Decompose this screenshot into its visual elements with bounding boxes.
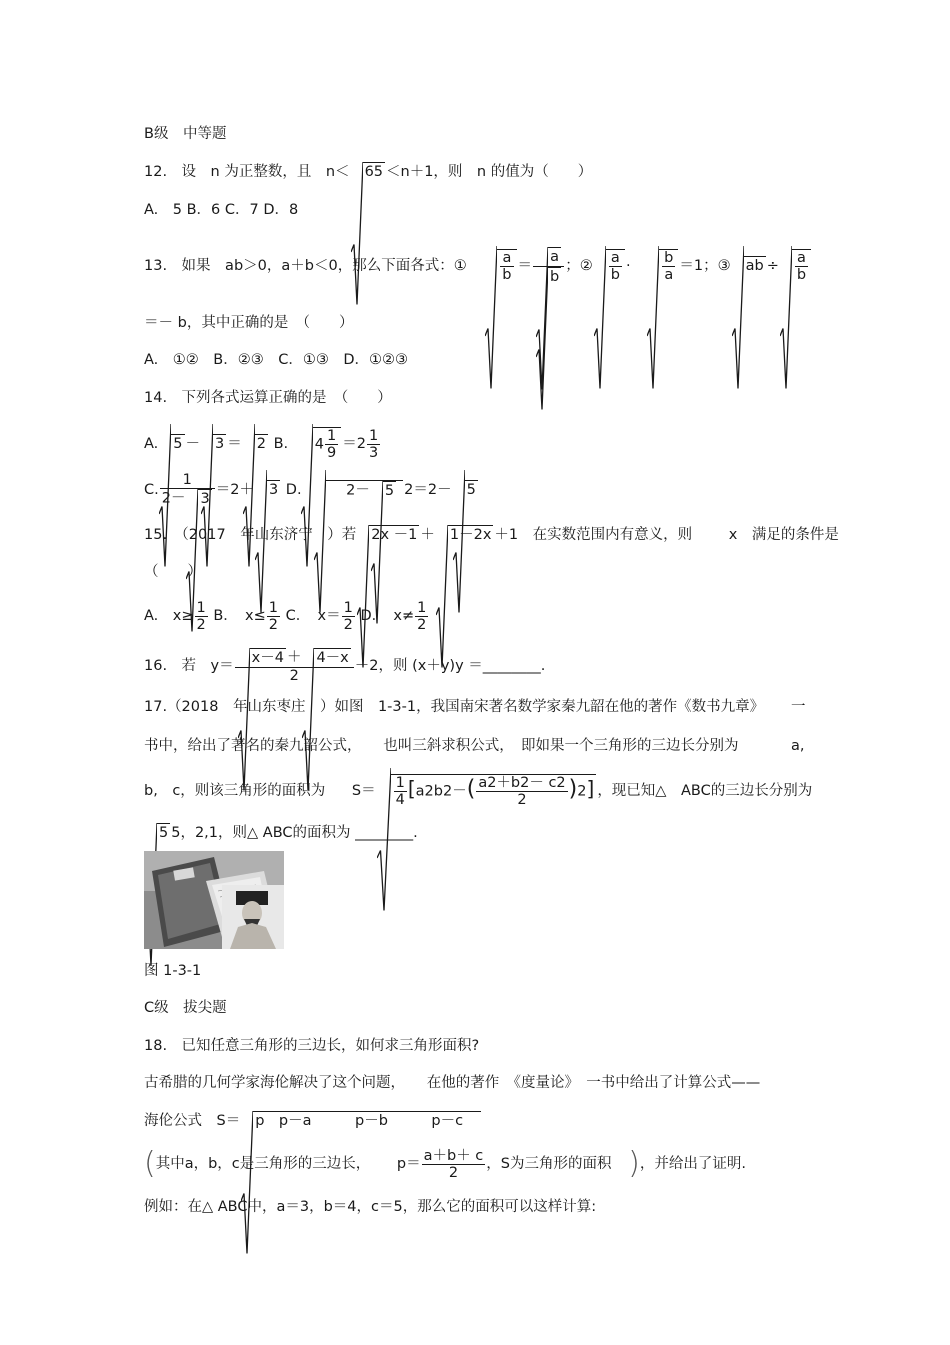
q17-line1-end: 一 <box>791 699 806 715</box>
q13-frac-sqrt: $\frac{a}{b}$ <box>533 247 564 286</box>
question-16: 16. 若 y＝ x－4 ＋ 4－x 2 －2，则 (x＋y)y ＝________. <box>144 646 545 686</box>
q18-heron-formula: 海伦公式 S＝ p p－a p－b p－c <box>144 1111 482 1131</box>
figure-caption: 图 1-3-1 <box>144 963 202 979</box>
q18-line5: 例如：在△ ABC中，a＝3，b＝4，c＝5，那么它的面积可以这样计算: <box>144 1199 597 1215</box>
question-14: 14. 下列各式运算正确的是 （ ） <box>144 390 392 406</box>
qin-jiushao-photo <box>144 851 284 949</box>
q13-expr3: $\frac{a}{b}$ <box>780 246 811 286</box>
q13-lead: 13. 如果 ab＞0，a＋b＜0，那么下面各式：① <box>144 258 467 274</box>
question-13: 13. 如果 ab＞0，a＋b＜0，那么下面各式：① $\frac{a}{b}$ ＝ $\frac{a}{b}$ ；② $\frac{a}{b}$ · $\frac{b}{a}$ ＝1；③ ab ÷ $\frac{a}{b}$ <box>144 246 812 286</box>
q15-paren: （ ） <box>144 564 202 580</box>
q17-line3: b, c，则该三角形的面积为 S＝ $\frac{1}{4}$ [a2b2－( $\frac{a2+b2- c2}{2}$ )2] ，现已知△ ABC的三边长分别为 <box>144 768 812 814</box>
q13-sqrt-ab: ab <box>732 246 766 286</box>
q14-options-cd: C. 1 2－ 3 ＝2＋ 3 D. 2－ 5 2＝2－ 5 <box>144 470 479 510</box>
q17-line2-end: a, <box>791 738 805 754</box>
sqrt-65: 65 <box>351 162 385 182</box>
q13-expr1: $\frac{a}{b}$ <box>485 246 516 286</box>
question-12 <box>144 162 592 182</box>
q17-line2: 书中，给出了著名的秦九韶公式， 也叫三斜求积公式， 即如果一个三角形的三边长分别为 <box>144 738 739 754</box>
q13-line2: ＝－ b，其中正确的是 （ ） <box>144 315 354 331</box>
q18-line4: (其中a，b，c是三角形的三边长， p＝ $\frac{a+b+ c}{2}$ ，S为三角形的面积 )，并给出了证明. <box>144 1146 746 1181</box>
q13-expr2b: $\frac{b}{a}$ <box>647 246 678 286</box>
q13-options: A. ①② B．②③ C．①③ D．①②③ <box>144 352 409 368</box>
section-b-heading: B级 中等题 <box>144 126 227 142</box>
q12-stem: 12. 设 n 为正整数，且 n＜ <box>144 164 350 180</box>
q17-line4: 5 5，2,1，则△ ABC的面积为 ________. <box>144 823 418 843</box>
question-15: 15. （2017 年山东济宁 ）若 2x －1 ＋ 1－2x ＋1 在实数范围内有意义，则 x 满足的条件是 <box>144 525 839 545</box>
question-17-line1: 17.（2018 年山东枣庄 ）如图 1-3-1，我国南宋著名数学家秦九韶在他的著作《数书九章》 <box>144 699 765 715</box>
q13-expr2a: $\frac{a}{b}$ <box>594 246 625 286</box>
q12-options: A. 5 B．6 C．7 D．8 <box>144 202 299 218</box>
q18-line2: 古希腊的几何学家海伦解决了这个问题， 在他的著作 《度量论》 一书中给出了计算公式—— <box>144 1075 761 1091</box>
q12-tail: ＜n＋1，则 n 的值为（ ） <box>386 164 593 180</box>
question-18: 18. 已知任意三角形的三边长，如何求三角形面积? <box>144 1038 480 1054</box>
q15-options: A. x≥ $\frac{1}{2}$ B． x≤ $\frac{1}{2}$ C． x＝ $\frac{1}{2}$ D． x≠ $\frac{1}{2}$ <box>144 599 427 633</box>
section-c-heading: C级 拔尖题 <box>144 1000 227 1016</box>
q14-options-ab: A. 5 － 3 ＝ 2 B. 4 $\frac{1}{9}$ ＝2 $\frac{1}{3}$ <box>144 424 381 464</box>
